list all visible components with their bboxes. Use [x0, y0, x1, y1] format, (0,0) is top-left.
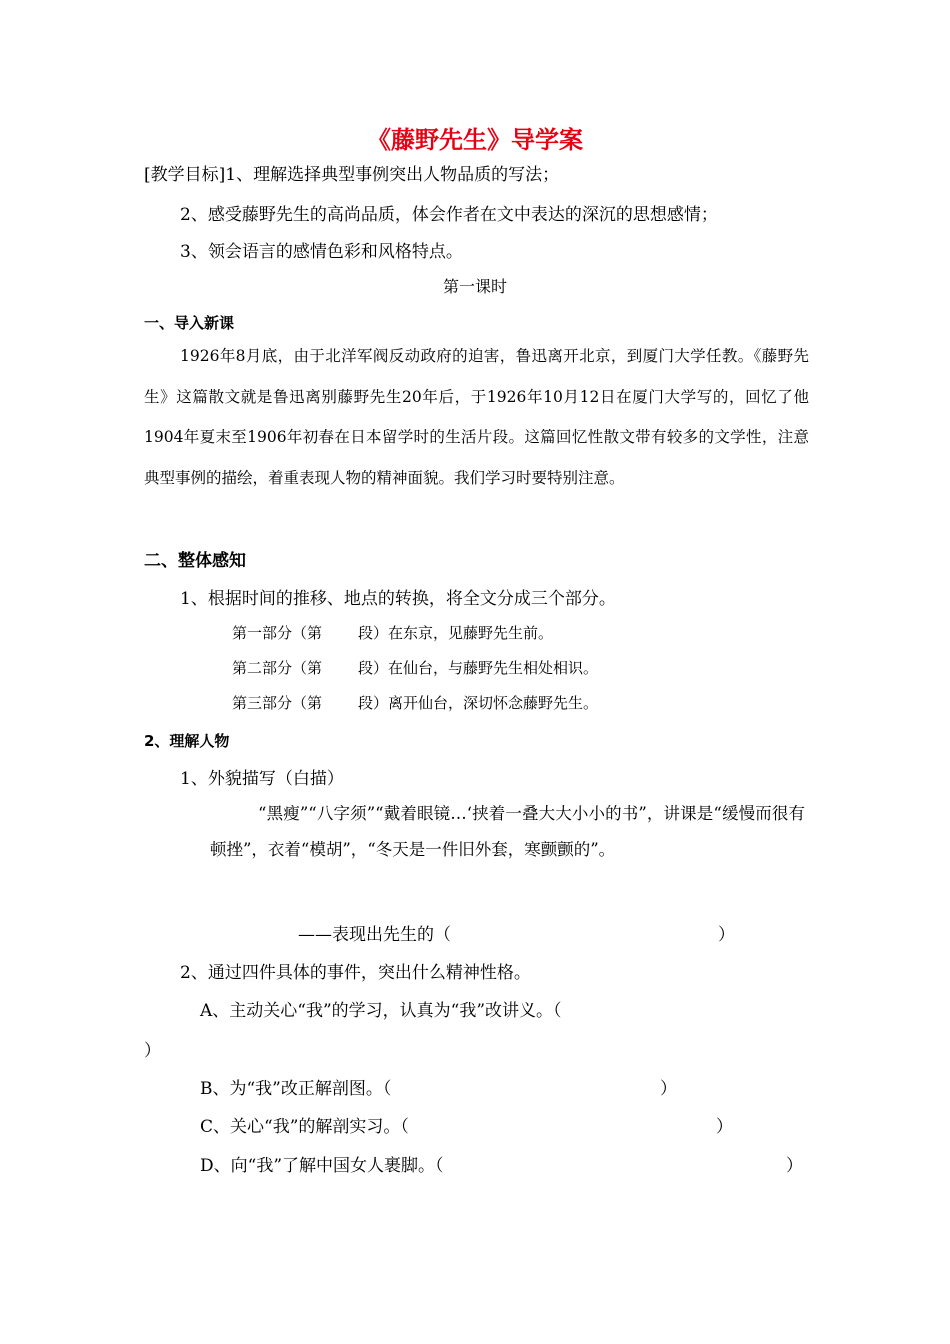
event-c-close-paren: ）	[716, 1117, 733, 1137]
event-d-close-paren: ）	[786, 1156, 803, 1176]
part-1-suffix: 段）在东京，见藤野先生前。	[358, 624, 554, 642]
appearance-quote	[210, 796, 805, 868]
conclusion-close-paren: ）	[718, 925, 735, 945]
part-3-prefix: 第三部分（第	[232, 694, 323, 712]
intro-paragraph-text: 1926年8月底，由于北洋军阀反动政府的迫害，鲁迅离开北京，到厦门大学任教。《藤野先生》这篇散文就是鲁迅离别藤野先生20年后，于1926年10月12日在厦门大学写的，回忆了他1904年夏末至1906年初春在日本留学时的生活片段。这篇回忆性散文带有较多的文学性，注意典型事例的描绘，着重表现人物的精神面貌。我们学习时要特别注意。	[144, 347, 809, 488]
objective-2: 2、感受藤野先生的高尚品质，体会作者在文中表达的深沉的思想感情；	[180, 205, 718, 225]
conclusion-prefix: ——表现出先生的（	[298, 925, 451, 945]
part-2-prefix: 第二部分（第	[232, 659, 323, 677]
objective-1: 1、理解选择典型事例突出人物品质的写法；	[225, 165, 560, 185]
part-3	[232, 692, 598, 713]
event-a-close-paren: ）	[144, 1041, 161, 1061]
question-events: 2、通过四件具体的事件，突出什么精神性格。	[180, 963, 531, 983]
document-title: 《藤野先生》导学案	[367, 126, 583, 154]
event-c: C、关心“我”的解剖实习。（	[200, 1117, 409, 1137]
appearance-quote-text: “黑瘦”“八字须”“戴着眼镜…‘挟着一叠大大小小的书”，讲课是“缓慢而很有顿挫”，衣着“模胡”，“冬天是一件旧外套，寒颤颤的”。	[210, 804, 805, 859]
objective-3: 3、领会语言的感情色彩和风格特点。	[180, 242, 463, 262]
lesson-heading: 第一课时	[442, 277, 507, 296]
event-b: B、为“我”改正解剖图。（	[200, 1079, 392, 1099]
question-appearance: 1、外貌描写（白描）	[180, 769, 344, 789]
section-1-heading: 一、导入新课	[144, 314, 235, 332]
part-3-suffix: 段）离开仙台，深切怀念藤野先生。	[358, 694, 599, 712]
event-a: A、主动关心“我”的学习，认真为“我”改讲义。（	[200, 1001, 562, 1021]
part-2	[232, 657, 598, 678]
objectives-label: [教学目标]	[144, 165, 226, 185]
conclusion-line	[298, 920, 451, 945]
part-2-suffix: 段）在仙台，与藤野先生相处相识。	[358, 659, 599, 677]
section-2-heading: 二、整体感知	[144, 551, 246, 571]
event-d: D、向“我”了解中国女人裹脚。（	[200, 1156, 444, 1176]
question-division: 1、根据时间的推移、地点的转换，将全文分成三个部分。	[180, 589, 616, 609]
part-1	[232, 622, 553, 643]
objectives-line	[144, 160, 559, 185]
section-3-heading: 2、理解人物	[144, 732, 230, 750]
intro-paragraph	[144, 336, 809, 499]
part-1-prefix: 第一部分（第	[232, 624, 323, 642]
event-b-close-paren: ）	[660, 1079, 677, 1099]
